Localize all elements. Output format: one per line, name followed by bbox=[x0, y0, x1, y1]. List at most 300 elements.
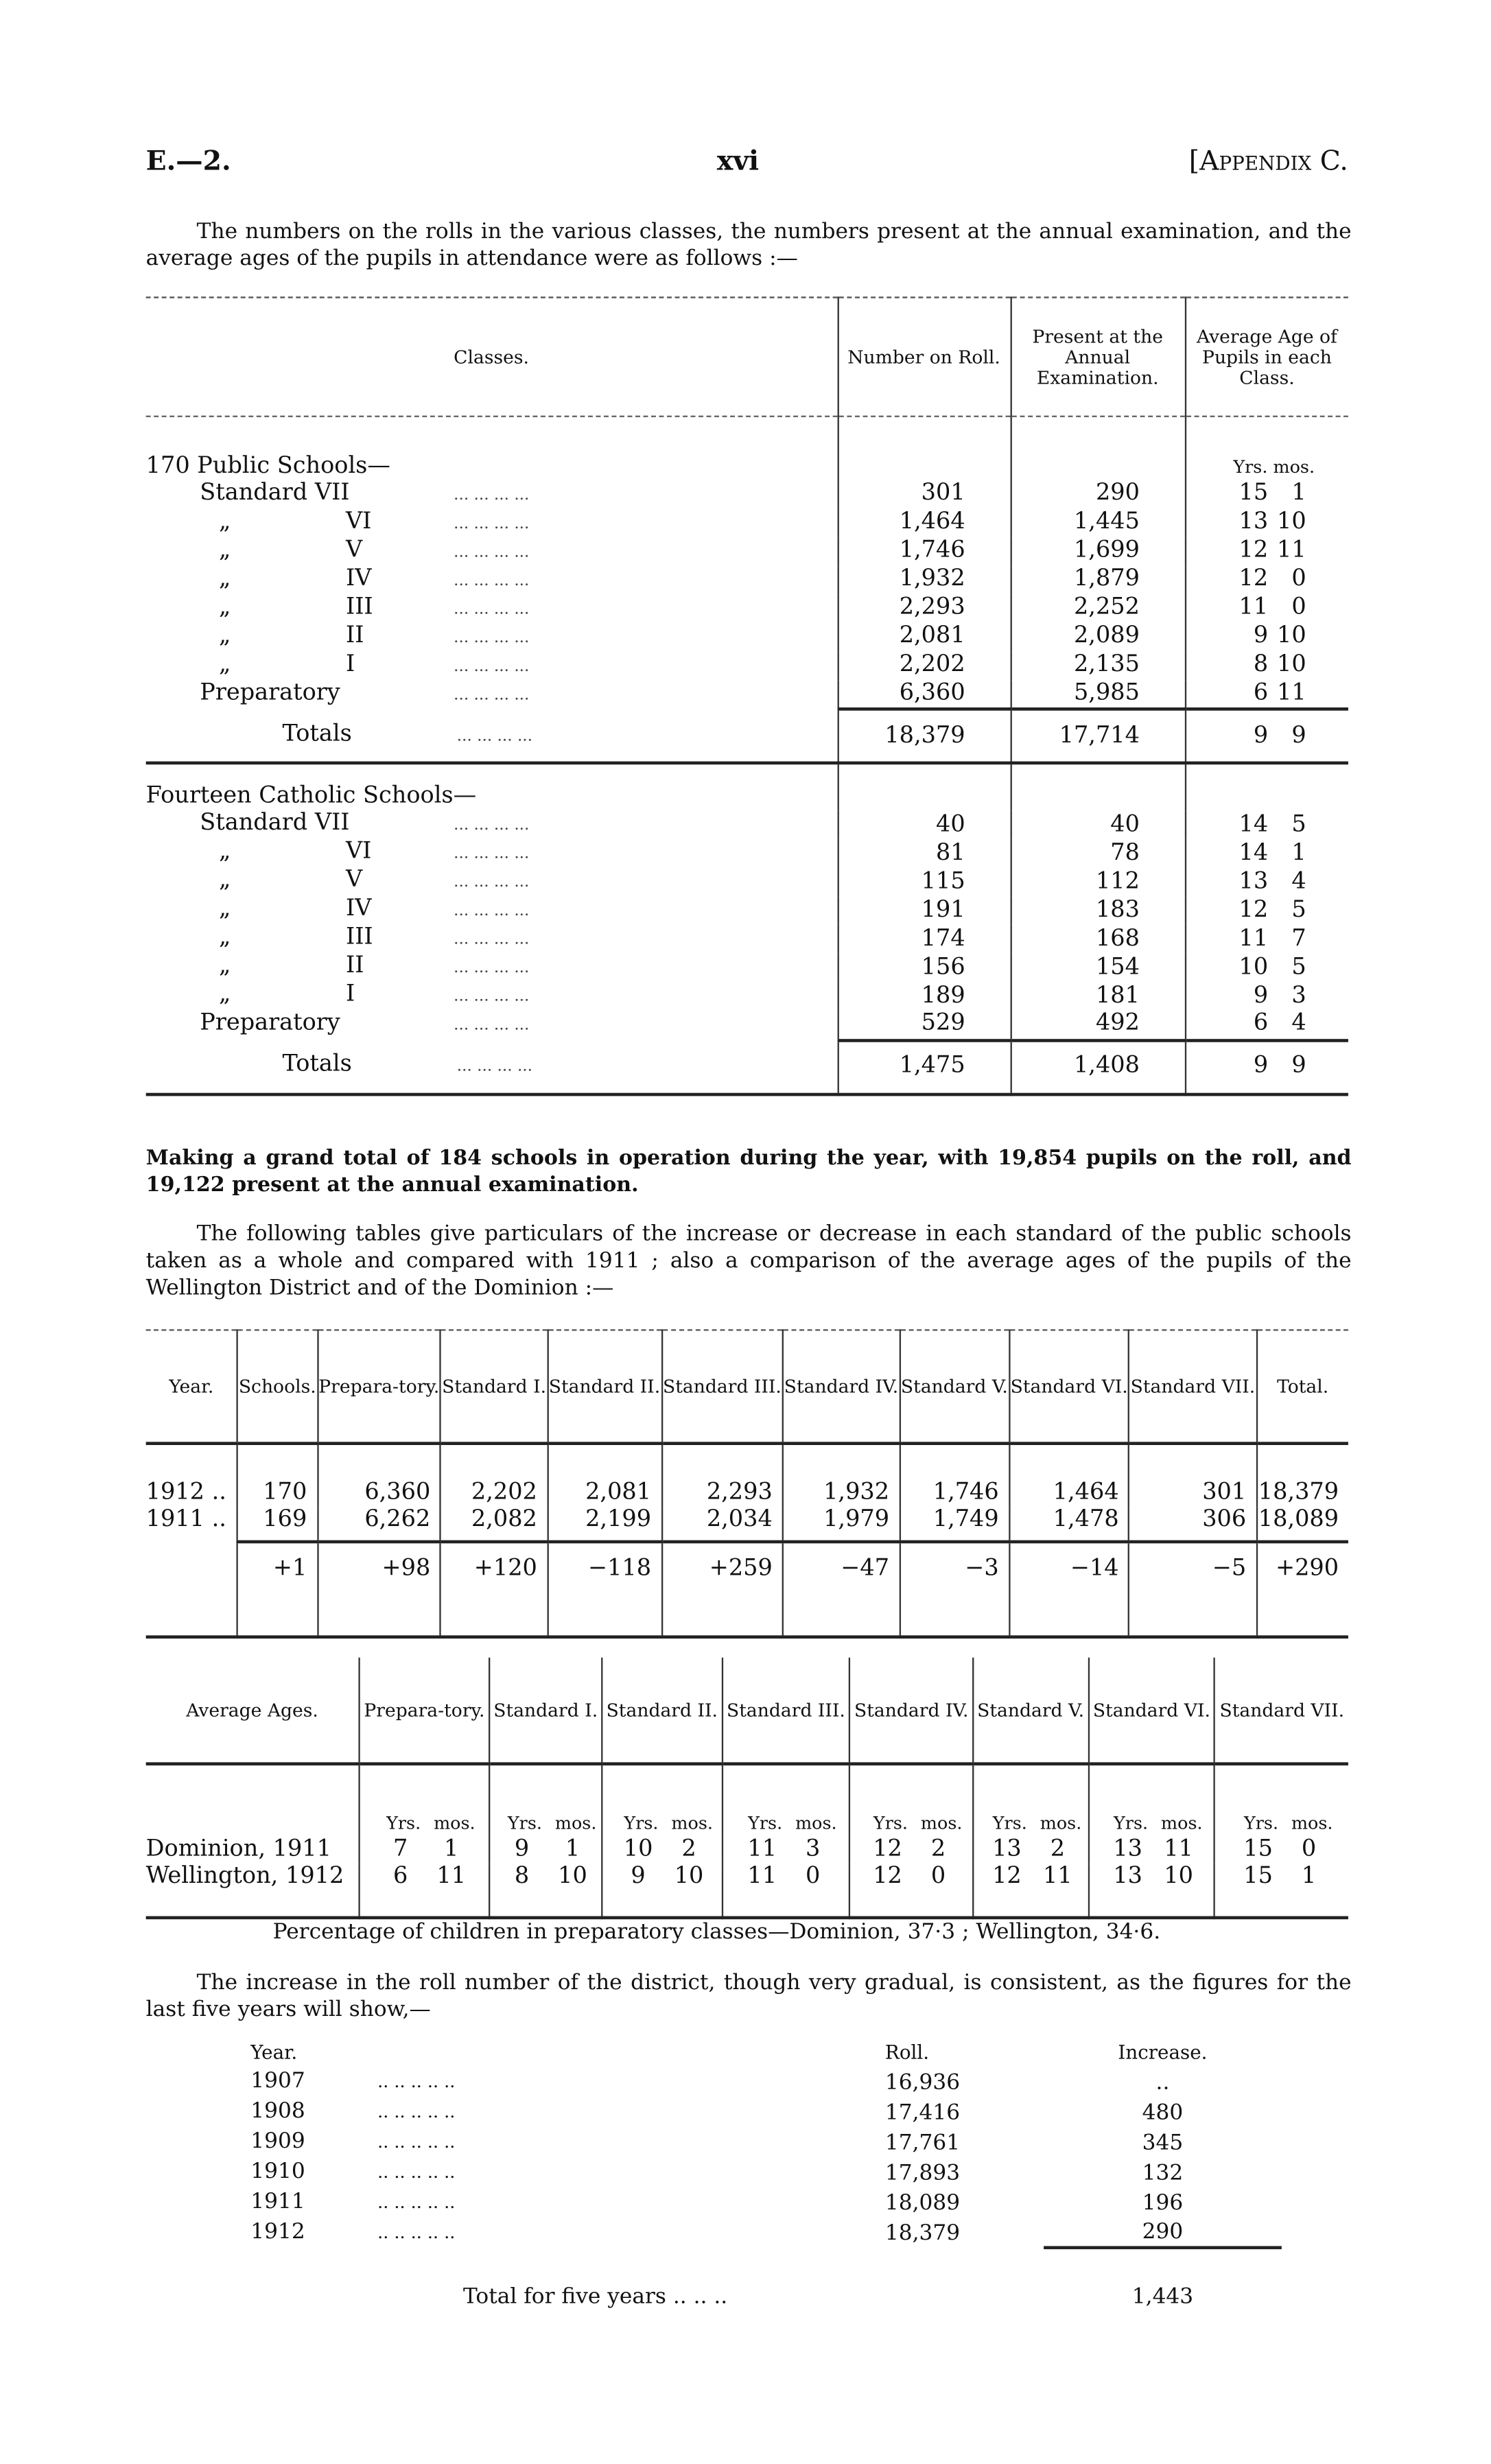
year-cell bbox=[250, 2067, 885, 2097]
unit-years: Yrs. bbox=[624, 1813, 659, 1834]
class-label bbox=[146, 896, 838, 925]
age-months: 5 bbox=[1291, 811, 1306, 837]
unit-months: mos. bbox=[795, 1813, 837, 1834]
document-code: E.—2. bbox=[145, 145, 231, 178]
increase-value: 345 bbox=[1142, 2129, 1184, 2155]
unit-months: mos. bbox=[1291, 1813, 1333, 1834]
year-row bbox=[250, 2127, 1282, 2157]
age-years: 11 bbox=[1238, 594, 1269, 620]
age-months: 10 bbox=[1164, 1864, 1193, 1890]
unit-months: mos. bbox=[1161, 1813, 1203, 1834]
cell-value: 2,081 bbox=[548, 1444, 661, 1507]
ditto-mark: „ bbox=[219, 896, 231, 922]
age-years: 14 bbox=[1238, 840, 1269, 866]
age-years: 10 bbox=[1238, 954, 1269, 980]
units-cell bbox=[850, 1764, 973, 1837]
number-on-roll: 1,464 bbox=[838, 508, 1011, 537]
average-age bbox=[1185, 896, 1348, 925]
age-months: 9 bbox=[1291, 723, 1306, 749]
totals-text: Totals bbox=[282, 1052, 352, 1078]
ditto-mark: „ bbox=[219, 537, 231, 563]
age-years: 12 bbox=[873, 1864, 902, 1890]
blank-cell bbox=[1011, 763, 1185, 810]
roll-value: 17,761 bbox=[884, 2129, 961, 2155]
units-cell bbox=[1215, 1764, 1348, 1837]
age-years: 6 bbox=[1253, 1011, 1269, 1037]
present-count: 181 bbox=[1011, 982, 1185, 1011]
leader-dots: .. .. .. .. .. bbox=[377, 2222, 456, 2243]
age-months: 11 bbox=[436, 1864, 467, 1890]
age-months: 1 bbox=[444, 1836, 459, 1862]
age-cell bbox=[722, 1837, 849, 1864]
difference-value: −14 bbox=[1009, 1542, 1129, 1637]
age-years: 12 bbox=[1238, 566, 1269, 592]
standard-numeral: IV bbox=[345, 565, 372, 591]
cell-value: 2,034 bbox=[661, 1507, 783, 1542]
present-count: 112 bbox=[1011, 868, 1185, 897]
cell-value: 301 bbox=[1129, 1444, 1257, 1507]
average-ages-table bbox=[146, 1658, 1348, 1919]
unit-years: Yrs. bbox=[873, 1813, 908, 1834]
average-age bbox=[1185, 839, 1348, 868]
age-months: 3 bbox=[1291, 983, 1306, 1009]
age-row bbox=[146, 1864, 1348, 1918]
increase-value: 196 bbox=[1142, 2190, 1184, 2216]
increase-value: .. bbox=[1155, 2069, 1170, 2095]
cell-value: 2,202 bbox=[441, 1444, 548, 1507]
age-cell bbox=[602, 1864, 722, 1918]
age-months: 10 bbox=[1277, 623, 1306, 649]
age-months: 4 bbox=[1291, 868, 1306, 894]
roll-value: 18,089 bbox=[884, 2190, 961, 2216]
col-present: Present at the Annual Examination. bbox=[1011, 297, 1185, 416]
row-label: Dominion, 1911 bbox=[145, 1836, 331, 1862]
class-label bbox=[146, 480, 838, 508]
number-on-roll: 115 bbox=[838, 868, 1011, 897]
column-header-increase: Increase. bbox=[1118, 2041, 1208, 2064]
age-cell bbox=[722, 1864, 849, 1918]
group-title: Fourteen Catholic Schools— bbox=[145, 784, 477, 810]
total-label: Total for five years .. .. .. bbox=[463, 2284, 728, 2310]
age-cell bbox=[973, 1837, 1088, 1864]
appendix-label: [Appendix C. bbox=[1188, 145, 1348, 178]
totals-label bbox=[146, 709, 838, 764]
unit-months: mos. bbox=[554, 1813, 597, 1834]
age-years: 12 bbox=[1238, 897, 1269, 923]
leader-dots: ... ... ... ... bbox=[454, 873, 530, 892]
class-label bbox=[146, 1011, 838, 1040]
number-on-roll: 40 bbox=[838, 810, 1011, 839]
column-header: Standard IV. bbox=[850, 1658, 973, 1764]
average-age bbox=[1185, 651, 1348, 680]
average-age bbox=[1185, 565, 1348, 594]
class-row bbox=[146, 954, 1348, 983]
class-label bbox=[146, 508, 838, 537]
unit-months: mos. bbox=[920, 1813, 963, 1834]
year-cell bbox=[250, 2157, 885, 2187]
age-months: 0 bbox=[806, 1864, 821, 1890]
class-row bbox=[146, 480, 1348, 508]
present-count: 1,699 bbox=[1011, 537, 1185, 566]
units-row bbox=[146, 1764, 1348, 1837]
roll-increase-text: The increase in the roll number of the district, though very gradual, is consistent, as the figures for the last five years will show,— bbox=[145, 1970, 1352, 2023]
group-title-row bbox=[146, 763, 1348, 810]
column-header-year: Year. bbox=[250, 2041, 298, 2064]
age-years: 13 bbox=[1238, 868, 1269, 894]
increase-value: 290 bbox=[1142, 2219, 1184, 2245]
age-years: 14 bbox=[1238, 811, 1269, 837]
year-row bbox=[250, 2218, 1282, 2248]
average-age bbox=[1185, 1011, 1348, 1040]
units-cell bbox=[360, 1764, 490, 1837]
age-years: 13 bbox=[1113, 1864, 1143, 1890]
present-count: 78 bbox=[1011, 839, 1185, 868]
class-row bbox=[146, 810, 1348, 839]
column-header: Standard VI. bbox=[1009, 1330, 1129, 1443]
age-cell bbox=[489, 1864, 602, 1918]
class-row bbox=[146, 1011, 1348, 1040]
cell-value: 2,082 bbox=[441, 1507, 548, 1542]
class-label bbox=[146, 565, 838, 594]
age-months: 1 bbox=[1291, 840, 1306, 866]
leader-dots: .. .. .. .. .. bbox=[377, 2072, 456, 2093]
age-years: 12 bbox=[873, 1836, 902, 1862]
difference-value: +120 bbox=[441, 1542, 548, 1637]
cell-value: 1,979 bbox=[783, 1507, 900, 1542]
difference-row bbox=[146, 1542, 1348, 1637]
number-on-roll: 81 bbox=[838, 839, 1011, 868]
unit-years: Yrs. bbox=[386, 1813, 421, 1834]
leader-dots: ... ... ... ... bbox=[454, 629, 530, 647]
year-cell bbox=[250, 2218, 885, 2248]
unit-years: Yrs. bbox=[507, 1813, 542, 1834]
class-name: Preparatory bbox=[200, 1011, 340, 1037]
age-months: 11 bbox=[1277, 537, 1306, 563]
age-months: 0 bbox=[930, 1864, 946, 1890]
column-header-roll: Roll. bbox=[884, 2041, 930, 2064]
age-cell bbox=[1215, 1837, 1348, 1864]
age-years: 9 bbox=[514, 1836, 530, 1862]
grand-total-paragraph: Making a grand total of 184 schools in operation during the year, with 19,854 pupils on the roll, and 19,122 present at the annual examination. bbox=[145, 1147, 1352, 1198]
average-age bbox=[1185, 480, 1348, 508]
average-age bbox=[1185, 680, 1348, 709]
unit-years: Yrs. bbox=[1243, 1813, 1279, 1834]
number-on-roll: 1,932 bbox=[838, 565, 1011, 594]
number-on-roll: 2,081 bbox=[838, 622, 1011, 651]
ditto-mark: „ bbox=[219, 594, 231, 620]
difference-value: −118 bbox=[548, 1542, 661, 1637]
totals-label bbox=[146, 1040, 838, 1094]
age-months: 11 bbox=[1164, 1836, 1193, 1862]
header-row bbox=[250, 2039, 1282, 2067]
standard-numeral: IV bbox=[345, 896, 372, 922]
column-header: Standard I. bbox=[441, 1330, 548, 1443]
total-present: 1,408 bbox=[1011, 1040, 1185, 1094]
leader-dots: ... ... ... ... bbox=[454, 486, 530, 504]
column-header: Standard V. bbox=[900, 1330, 1009, 1443]
class-name: Standard VII bbox=[200, 810, 350, 836]
average-age bbox=[1185, 982, 1348, 1011]
leader-dots: .. .. .. .. .. bbox=[377, 2131, 456, 2152]
class-label bbox=[146, 982, 838, 1011]
age-months: 10 bbox=[674, 1864, 704, 1890]
standard-numeral: V bbox=[345, 867, 363, 893]
age-months: 9 bbox=[1291, 1053, 1306, 1079]
column-header: Standard III. bbox=[722, 1658, 849, 1764]
present-count: 183 bbox=[1011, 896, 1185, 925]
age-cell bbox=[1215, 1864, 1348, 1918]
average-age bbox=[1185, 925, 1348, 954]
percentage-line: Percentage of children in preparatory classes—Dominion, 37·3 ; Wellington, 34·6. bbox=[272, 1919, 1161, 1945]
standard-numeral: VI bbox=[345, 508, 372, 534]
average-age bbox=[1185, 622, 1348, 651]
class-label bbox=[146, 839, 838, 868]
age-years: 9 bbox=[1253, 723, 1269, 749]
cell-value: 169 bbox=[237, 1507, 317, 1542]
cell-value: 1,478 bbox=[1009, 1507, 1129, 1542]
class-row bbox=[146, 651, 1348, 680]
age-years: 6 bbox=[1253, 680, 1269, 706]
leader-dots: ... ... ... ... bbox=[454, 988, 530, 1006]
age-cell bbox=[1088, 1837, 1214, 1864]
class-label bbox=[146, 651, 838, 680]
ditto-mark: „ bbox=[219, 982, 231, 1008]
number-on-roll: 191 bbox=[838, 896, 1011, 925]
column-header: Standard IV. bbox=[783, 1330, 900, 1443]
page-number: xvi bbox=[716, 145, 760, 178]
standard-numeral: I bbox=[345, 650, 355, 677]
class-name: Standard VII bbox=[200, 480, 350, 506]
ditto-mark: „ bbox=[219, 924, 231, 950]
cell-value: 2,199 bbox=[548, 1507, 661, 1542]
age-years: 12 bbox=[1238, 537, 1269, 563]
age-cell bbox=[360, 1864, 490, 1918]
total-roll: 18,379 bbox=[838, 709, 1011, 764]
number-on-roll: 156 bbox=[838, 954, 1011, 983]
column-header: Standard III. bbox=[661, 1330, 783, 1443]
col-number-on-roll: Number on Roll. bbox=[838, 297, 1011, 416]
increase-value: 480 bbox=[1142, 2099, 1184, 2125]
leader-dots: .. .. .. .. .. bbox=[377, 2161, 456, 2183]
difference-value: −5 bbox=[1129, 1542, 1257, 1637]
cell-value: 1,464 bbox=[1009, 1444, 1129, 1507]
leader-dots: ... ... ... ... bbox=[454, 902, 530, 921]
difference-value: +290 bbox=[1256, 1542, 1348, 1637]
difference-value bbox=[146, 1542, 238, 1637]
unit-years: Yrs. bbox=[992, 1813, 1027, 1834]
age-months: 1 bbox=[1291, 480, 1306, 506]
standard-numeral: II bbox=[345, 622, 364, 648]
year-row bbox=[250, 2097, 1282, 2127]
age-months: 1 bbox=[565, 1836, 580, 1862]
leader-dots: ... ... ... ... bbox=[454, 572, 530, 589]
age-years: 9 bbox=[631, 1864, 646, 1890]
difference-value: +98 bbox=[317, 1542, 441, 1637]
age-cell bbox=[1088, 1864, 1214, 1918]
age-years: 10 bbox=[623, 1836, 653, 1862]
present-count: 2,135 bbox=[1011, 651, 1185, 680]
standard-numeral: VI bbox=[345, 839, 372, 865]
standard-numeral: I bbox=[345, 982, 355, 1008]
age-years: 13 bbox=[1113, 1836, 1143, 1862]
age-years: 9 bbox=[1253, 983, 1269, 1009]
present-count: 1,879 bbox=[1011, 565, 1185, 594]
roll-value: 17,893 bbox=[884, 2159, 961, 2185]
col-classes: Classes. bbox=[146, 297, 838, 416]
year-row bbox=[250, 2067, 1282, 2097]
column-header: Total. bbox=[1256, 1330, 1348, 1443]
roll-value: 16,936 bbox=[884, 2069, 961, 2095]
number-on-roll: 174 bbox=[838, 925, 1011, 954]
year-label: 1912 .. bbox=[145, 1479, 226, 1505]
cell-value: 1,746 bbox=[900, 1444, 1009, 1507]
present-count: 5,985 bbox=[1011, 680, 1185, 709]
difference-value: −3 bbox=[900, 1542, 1009, 1637]
leader-dots: ... ... ... ... bbox=[454, 515, 530, 532]
year-row bbox=[250, 2157, 1282, 2187]
difference-value: +1 bbox=[237, 1542, 317, 1637]
leader-dots: ... ... ... ... bbox=[454, 600, 530, 618]
year-row bbox=[146, 1507, 1348, 1542]
year-cell bbox=[250, 2097, 885, 2127]
age-months: 1 bbox=[1301, 1864, 1317, 1890]
number-on-roll: 529 bbox=[838, 1011, 1011, 1040]
age-months: 10 bbox=[558, 1864, 587, 1890]
blank-cell bbox=[838, 416, 1011, 480]
age-cell bbox=[360, 1837, 490, 1864]
age-years: 12 bbox=[992, 1864, 1022, 1890]
year: 1912 bbox=[250, 2219, 305, 2245]
total-average-age bbox=[1185, 1040, 1348, 1094]
standard-numeral: V bbox=[345, 537, 363, 563]
class-row bbox=[146, 565, 1348, 594]
unit-months: mos. bbox=[434, 1813, 476, 1834]
average-age bbox=[1185, 508, 1348, 537]
age-years: 9 bbox=[1253, 623, 1269, 649]
column-header: Standard VII. bbox=[1215, 1658, 1348, 1764]
unit-months: mos. bbox=[1040, 1813, 1082, 1834]
cell-value: 6,360 bbox=[317, 1444, 441, 1507]
roll-value: 18,379 bbox=[884, 2220, 961, 2246]
leader-dots: ... ... ... ... bbox=[454, 543, 530, 561]
column-header: Standard I. bbox=[489, 1658, 602, 1764]
class-label bbox=[146, 925, 838, 954]
leader-dots: ... ... ... ... bbox=[456, 1058, 533, 1076]
column-header: Standard VI. bbox=[1088, 1658, 1214, 1764]
totals-row bbox=[146, 1040, 1348, 1094]
age-months: 7 bbox=[1291, 926, 1306, 952]
increase-table bbox=[146, 1329, 1348, 1639]
cell-value: 18,379 bbox=[1256, 1444, 1348, 1507]
units-cell bbox=[1088, 1764, 1214, 1837]
year-cell bbox=[250, 2127, 885, 2157]
column-header: Prepara-tory. bbox=[317, 1330, 441, 1443]
total-row bbox=[250, 2248, 1282, 2311]
leader-dots: ... ... ... ... bbox=[454, 845, 530, 863]
leader-dots: ... ... ... ... bbox=[454, 817, 530, 835]
column-header: Standard II. bbox=[602, 1658, 722, 1764]
age-years: 13 bbox=[992, 1836, 1022, 1862]
cell-value: 2,293 bbox=[661, 1444, 783, 1507]
standard-numeral: III bbox=[345, 594, 373, 620]
age-years: 8 bbox=[514, 1864, 530, 1890]
column-header: Standard II. bbox=[548, 1330, 661, 1443]
blank-cell bbox=[1011, 416, 1185, 480]
year: 1910 bbox=[250, 2159, 305, 2185]
age-cell bbox=[973, 1864, 1088, 1918]
age-years: 8 bbox=[1253, 652, 1269, 678]
standard-numeral: II bbox=[345, 953, 364, 979]
year-label: 1911 .. bbox=[145, 1507, 226, 1533]
column-header: Average Ages. bbox=[146, 1658, 360, 1764]
age-cell bbox=[489, 1837, 602, 1864]
class-row bbox=[146, 508, 1348, 537]
age-units bbox=[1185, 763, 1348, 810]
total-roll: 1,475 bbox=[838, 1040, 1011, 1094]
total-present: 17,714 bbox=[1011, 709, 1185, 764]
average-age bbox=[1185, 537, 1348, 566]
ditto-mark: „ bbox=[219, 622, 231, 648]
units-cell bbox=[722, 1764, 849, 1837]
age-years: 13 bbox=[1238, 509, 1269, 535]
class-row bbox=[146, 982, 1348, 1011]
age-months: 0 bbox=[1291, 566, 1306, 592]
age-years: 7 bbox=[393, 1836, 408, 1862]
class-label bbox=[146, 594, 838, 623]
age-months: 2 bbox=[681, 1836, 696, 1862]
age-row bbox=[146, 1837, 1348, 1864]
column-header: Standard V. bbox=[973, 1658, 1088, 1764]
totals-row bbox=[146, 709, 1348, 764]
age-years: 11 bbox=[747, 1864, 777, 1890]
total-average-age bbox=[1185, 709, 1348, 764]
leader-dots: ... ... ... ... bbox=[454, 1017, 530, 1035]
leader-dots: ... ... ... ... bbox=[456, 727, 533, 745]
age-months: 5 bbox=[1291, 897, 1306, 923]
number-on-roll: 6,360 bbox=[838, 680, 1011, 709]
age-months: 4 bbox=[1291, 1011, 1306, 1037]
difference-value: −47 bbox=[783, 1542, 900, 1637]
comparison-text: The following tables give particulars of the increase or decrease in each standard of the public schools taken as a whole and compared with 1911 ; also a comparison of the average ages of the pupils of the Wellington District and of the Dominion :— bbox=[145, 1221, 1352, 1301]
ditto-mark: „ bbox=[219, 508, 231, 534]
totals-text: Totals bbox=[282, 720, 352, 747]
age-months: 5 bbox=[1291, 954, 1306, 980]
ditto-mark: „ bbox=[219, 650, 231, 677]
column-header: Year. bbox=[146, 1330, 238, 1443]
age-years: 11 bbox=[747, 1836, 777, 1862]
cell-value: 6,262 bbox=[317, 1507, 441, 1542]
year: 1911 bbox=[250, 2189, 305, 2215]
year-cell bbox=[250, 2187, 885, 2218]
year: 1909 bbox=[250, 2128, 305, 2155]
group-title: 170 Public Schools— bbox=[145, 452, 390, 478]
class-label bbox=[146, 868, 838, 897]
difference-value: +259 bbox=[661, 1542, 783, 1637]
cell-value: 306 bbox=[1129, 1507, 1257, 1542]
age-years: 11 bbox=[1238, 926, 1269, 952]
present-count: 40 bbox=[1011, 810, 1185, 839]
class-row bbox=[146, 622, 1348, 651]
year: 1907 bbox=[250, 2068, 305, 2094]
age-months: 10 bbox=[1277, 509, 1306, 535]
total-increase: 1,443 bbox=[1044, 2248, 1282, 2311]
average-age bbox=[1185, 810, 1348, 839]
age-units: Yrs. mos. bbox=[1185, 416, 1348, 480]
age-months: 10 bbox=[1277, 652, 1306, 678]
leader-dots: ... ... ... ... bbox=[454, 657, 530, 675]
age-months: 0 bbox=[1301, 1836, 1317, 1862]
age-years: 15 bbox=[1243, 1836, 1273, 1862]
